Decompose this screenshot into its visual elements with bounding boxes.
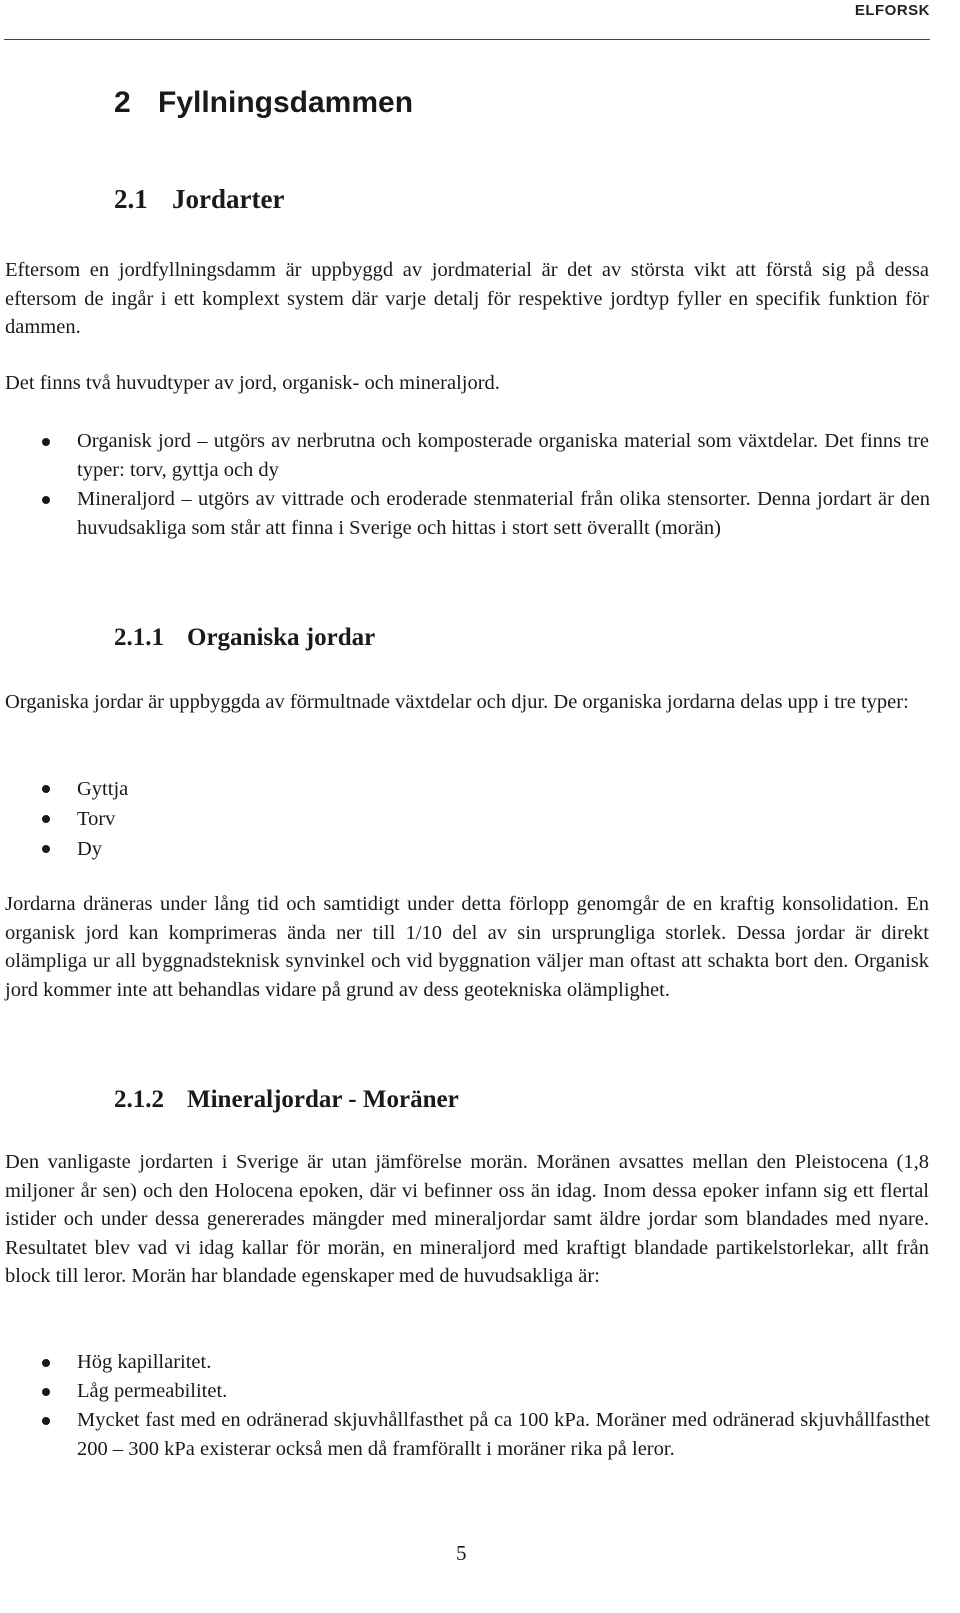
bullet-icon — [42, 438, 50, 446]
subsection-title: Organiska jordar — [187, 624, 376, 651]
bullet-icon — [42, 845, 50, 853]
list-item-text: Organisk jord – utgörs av nerbrutna och komposterade organiska material som växtdelar. Det finns tre typer: torv, gyttja och dy — [77, 430, 929, 481]
list-item — [0, 1377, 930, 1406]
section-number: 2.1 — [114, 184, 148, 214]
list-item-text: Mycket fast med en odränerad skjuvhållfasthet på ca 100 kPa. Moräner med odränerad skjuvhållfasthet 200 – 300 kPa existerar också men då framförallt i moräner rika på leror. — [77, 1409, 930, 1460]
organic-intro-paragraph: Organiska jordar är uppbyggda av förmultnade växtdelar och djur. De organiska jordarna delas upp i tre typer: — [5, 691, 909, 713]
list-item-text: Låg permeabilitet. — [77, 1380, 228, 1402]
subsection-heading-moraine — [114, 1086, 459, 1114]
subsection-title: Mineraljordar - Moräner — [187, 1086, 459, 1113]
page-number: 5 — [456, 1541, 467, 1565]
list-item — [0, 804, 930, 834]
chapter-title: Fyllningsdammen — [158, 86, 414, 119]
bullet-icon — [42, 1359, 50, 1367]
list-item-text: Dy — [77, 838, 103, 860]
section-heading — [114, 184, 284, 215]
list-item-text: Gyttja — [77, 778, 129, 800]
list-item — [0, 485, 930, 543]
header-divider — [4, 39, 930, 40]
bullet-icon — [42, 785, 50, 793]
list-item-text: Mineraljord – utgörs av vittrade och eroderade stenmaterial från olika stensorter. Denna jordart är den huvudsakliga som står att finna i Sverige och hittas i stort sett överallt (morän) — [77, 488, 930, 539]
subsection-number: 2.1.1 — [114, 624, 164, 651]
subsection-heading-organic — [114, 624, 375, 652]
list-item-text: Torv — [77, 808, 116, 830]
moraine-properties-list — [0, 1348, 930, 1464]
list-item-text: Hög kapillaritet. — [77, 1351, 212, 1373]
subsection-number: 2.1.2 — [114, 1086, 164, 1113]
list-item — [0, 1348, 930, 1377]
list-item — [0, 1406, 930, 1464]
moraine-paragraph: Den vanligaste jordarten i Sverige är utan jämförelse morän. Moränen avsattes mellan den Pleistocena (1,8 miljoner år sen) och den Holocena epoken, där vi befinner oss än idag. Inom dessa epoker infann sig ett flertal istider och under dessa genererades mängder med mineraljordar samt äldre jordar som blandades med nyare. Resultatet blev vad vi idag kallar för morän, en mineraljord med kraftigt blandade partikelstorlekar, allt från block till leror. Morän har blandade egenskaper med de huvudsakliga är: — [5, 1151, 929, 1287]
intro-paragraph-2: Det finns två huvudtyper av jord, organisk- och mineraljord. — [5, 372, 500, 394]
chapter-heading — [114, 86, 413, 120]
list-item — [0, 427, 930, 485]
intro-paragraph-1: Eftersom en jordfyllningsdamm är uppbyggd av jordmaterial är det av största vikt att förstå sig på dessa eftersom de ingår i ett komplext system där varje detalj för respektive jordtyp fyller en specifik funktion för dammen. — [5, 259, 929, 338]
organic-paragraph: Jordarna dräneras under lång tid och samtidigt under detta förlopp genomgår de en kraftig konsolidation. En organisk jord kan komprimeras ända ner till 1/10 del av sin ursprungliga storlek. Dessa jordar är direkt olämpliga ur all byggnadsteknisk synvinkel och vid byggnation väljer man oftast att schakta bort den. Organisk jord kommer inte att behandlas vidare på grund av dess geotekniska olämplighet. — [5, 893, 929, 1001]
header-brand: ELFORSK — [854, 2, 930, 19]
chapter-number: 2 — [114, 86, 131, 119]
list-item — [0, 774, 930, 804]
bullet-icon — [42, 496, 50, 504]
bullet-icon — [42, 1417, 50, 1425]
soil-types-list — [0, 427, 930, 543]
bullet-icon — [42, 815, 50, 823]
organic-types-list — [0, 774, 930, 864]
list-item — [0, 834, 930, 864]
section-title: Jordarter — [172, 184, 285, 214]
bullet-icon — [42, 1388, 50, 1396]
